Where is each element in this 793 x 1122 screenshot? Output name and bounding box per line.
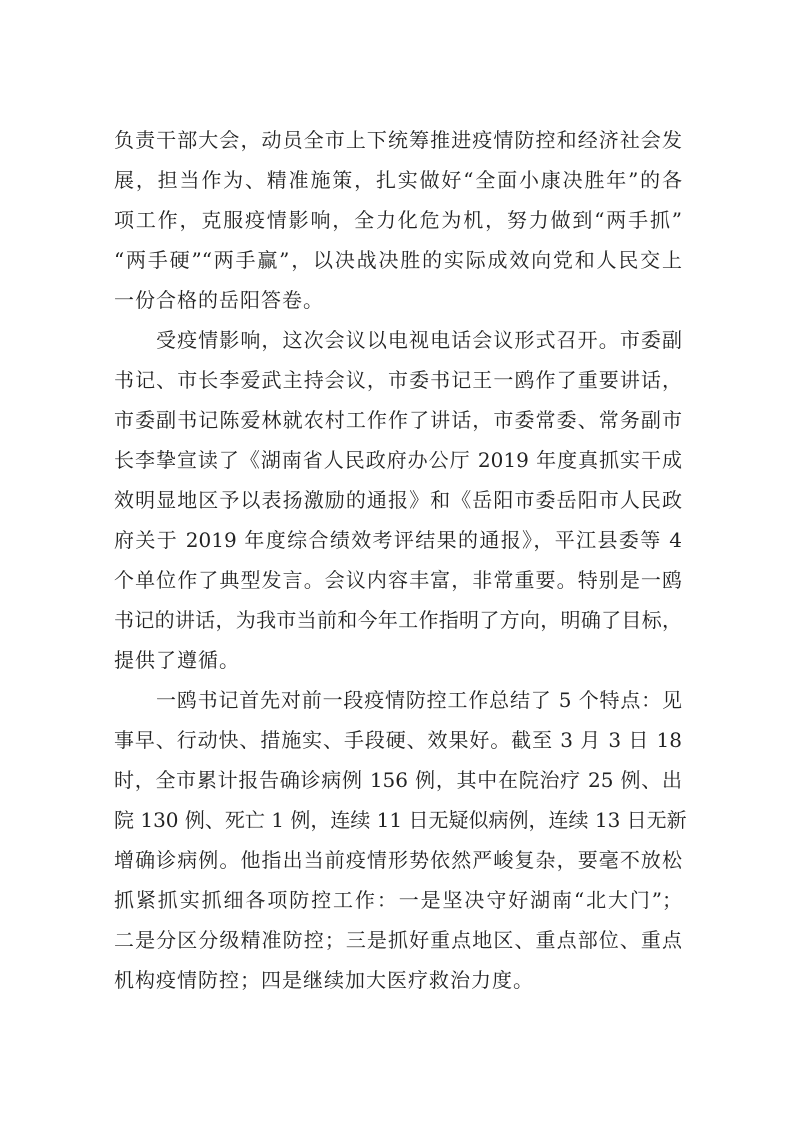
text-line: 事早、行动快、措施实、手段硬、效果好。截至 3 月 3 日 18	[114, 728, 682, 752]
text-line: 一份合格的岳阳答卷。	[114, 288, 324, 312]
paragraph-1	[114, 120, 682, 320]
text-line: 书记的讲话，为我市当前和今年工作指明了方向，明确了目标，	[114, 608, 682, 632]
text-line: “两手硬”“两手赢”，以决战决胜的实际成效向党和人民交上	[114, 248, 682, 272]
text-line: 受疫情影响，这次会议以电视电话会议形式召开。市委副	[156, 328, 682, 352]
text-line: 院 130 例、死亡 1 例，连续 11 日无疑似病例，连续 13 日无新	[114, 808, 687, 832]
document-page	[114, 120, 687, 1000]
paragraph-2	[114, 320, 682, 680]
text-line: 长李挚宣读了《湖南省人民政府办公厅 2019 年度真抓实干成	[114, 448, 682, 472]
text-line: 书记、市长李爱武主持会议，市委书记王一鸥作了重要讲话，	[114, 368, 682, 392]
paragraph-3	[114, 680, 687, 1000]
text-line: 府关于 2019 年度综合绩效考评结果的通报》，平江县委等 4	[114, 528, 682, 552]
text-line: 增确诊病例。他指出当前疫情形势依然严峻复杂，要毫不放松	[114, 848, 682, 872]
text-line: 个单位作了典型发言。会议内容丰富，非常重要。特别是一鸥	[114, 568, 682, 592]
text-line: 市委副书记陈爱林就农村工作作了讲话，市委常委、常务副市	[114, 408, 682, 432]
text-line: 提供了遵循。	[114, 648, 240, 672]
text-line: 一鸥书记首先对前一段疫情防控工作总结了 5 个特点：见	[156, 688, 682, 712]
text-line: 展，担当作为、精准施策，扎实做好“全面小康决胜年”的各	[114, 168, 682, 192]
text-line: 抓紧抓实抓细各项防控工作：一是坚决守好湖南“北大门”；	[114, 888, 682, 912]
text-line: 项工作，克服疫情影响，全力化危为机，努力做到“两手抓”	[114, 208, 682, 232]
text-line: 效明显地区予以表扬激励的通报》和《岳阳市委岳阳市人民政	[114, 488, 682, 512]
text-line: 二是分区分级精准防控；三是抓好重点地区、重点部位、重点	[114, 928, 682, 952]
text-line: 机构疫情防控；四是继续加大医疗救治力度。	[114, 968, 534, 992]
text-line: 负责干部大会，动员全市上下统筹推进疫情防控和经济社会发	[114, 128, 682, 152]
text-line: 时，全市累计报告确诊病例 156 例，其中在院治疗 25 例、出	[114, 768, 682, 792]
